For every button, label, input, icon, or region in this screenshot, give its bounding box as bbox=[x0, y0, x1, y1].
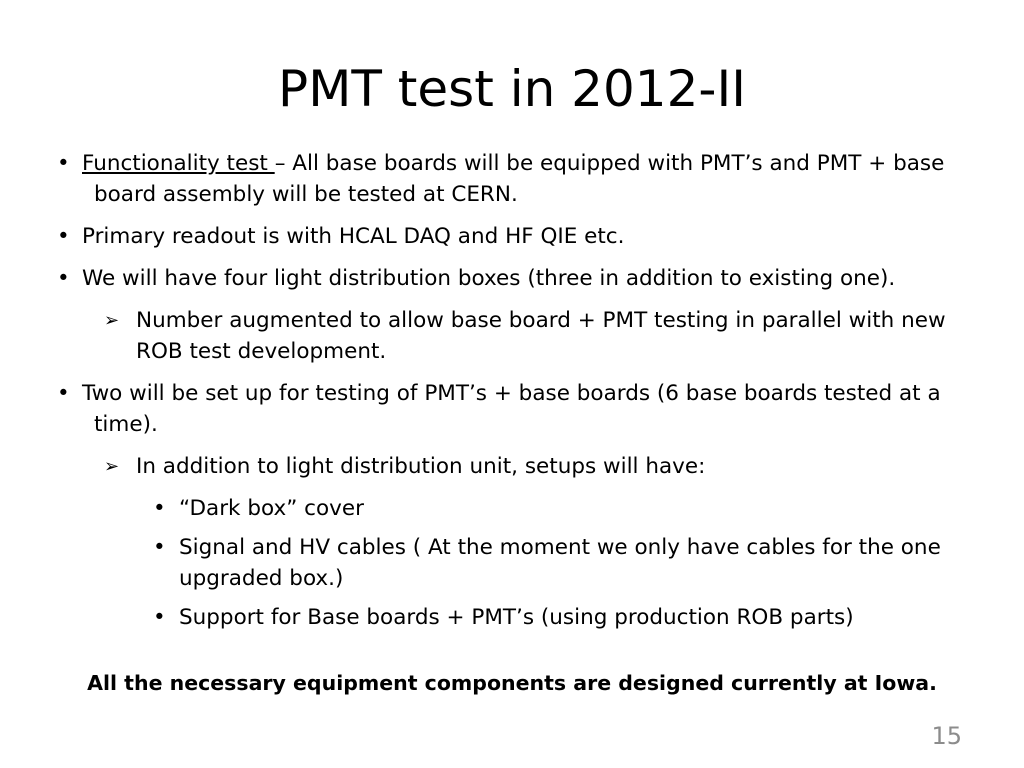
sub-bullet-text: Number augmented to allow base board + PMT testing in parallel with new ROB test development. bbox=[136, 308, 946, 364]
sub-sub-bullet-cables bbox=[0, 532, 1024, 594]
sub-bullet-text: In addition to light distribution unit, setups will have: bbox=[136, 454, 706, 479]
bullet-testing-setup bbox=[0, 378, 1024, 440]
slide-body bbox=[0, 148, 1024, 641]
list-item-text: “Dark box” cover bbox=[179, 496, 364, 521]
functionality-test-text: – All base boards will be equipped with PMT’s and PMT + base board assembly will be tested at CERN. bbox=[94, 151, 945, 207]
bullet-functionality-test bbox=[0, 148, 1024, 210]
conclusion-statement: All the necessary equipment components are designed currently at Iowa. bbox=[87, 671, 937, 695]
list-item-text: Support for Base boards + PMT’s (using production ROB parts) bbox=[179, 605, 854, 630]
bullet-primary-readout bbox=[0, 221, 1024, 252]
bullet-text: Two will be set up for testing of PMT’s + base boards (6 base boards tested at a time). bbox=[82, 381, 941, 437]
bullet-marker: • bbox=[57, 266, 70, 291]
bullet-text: Primary readout is with HCAL DAQ and HF QIE etc. bbox=[82, 224, 625, 249]
bullet-marker: • bbox=[153, 605, 166, 630]
slide-title: PMT test in 2012-II bbox=[278, 60, 746, 118]
bullet-text bbox=[82, 148, 976, 210]
sub-bullet-setups bbox=[0, 451, 1024, 482]
bullet-marker: • bbox=[57, 381, 70, 406]
bullet-marker: • bbox=[57, 151, 70, 176]
functionality-test-label: Functionality test bbox=[82, 151, 275, 176]
list-item-text: Signal and HV cables ( At the moment we only have cables for the one upgraded box.) bbox=[179, 535, 941, 591]
page-number: 15 bbox=[931, 722, 962, 750]
bullet-marker: • bbox=[153, 496, 166, 521]
arrow-bullet-icon: ➢ bbox=[104, 310, 120, 331]
sub-sub-bullet-dark-box bbox=[0, 493, 1024, 524]
sub-sub-bullet-support bbox=[0, 602, 1024, 633]
bullet-text: We will have four light distribution boxes (three in addition to existing one). bbox=[82, 266, 896, 291]
arrow-bullet-icon: ➢ bbox=[104, 456, 120, 477]
bullet-light-distribution-boxes bbox=[0, 263, 1024, 294]
bullet-marker: • bbox=[153, 535, 166, 560]
sub-bullet-number-augmented bbox=[0, 305, 1024, 367]
bullet-marker: • bbox=[57, 224, 70, 249]
